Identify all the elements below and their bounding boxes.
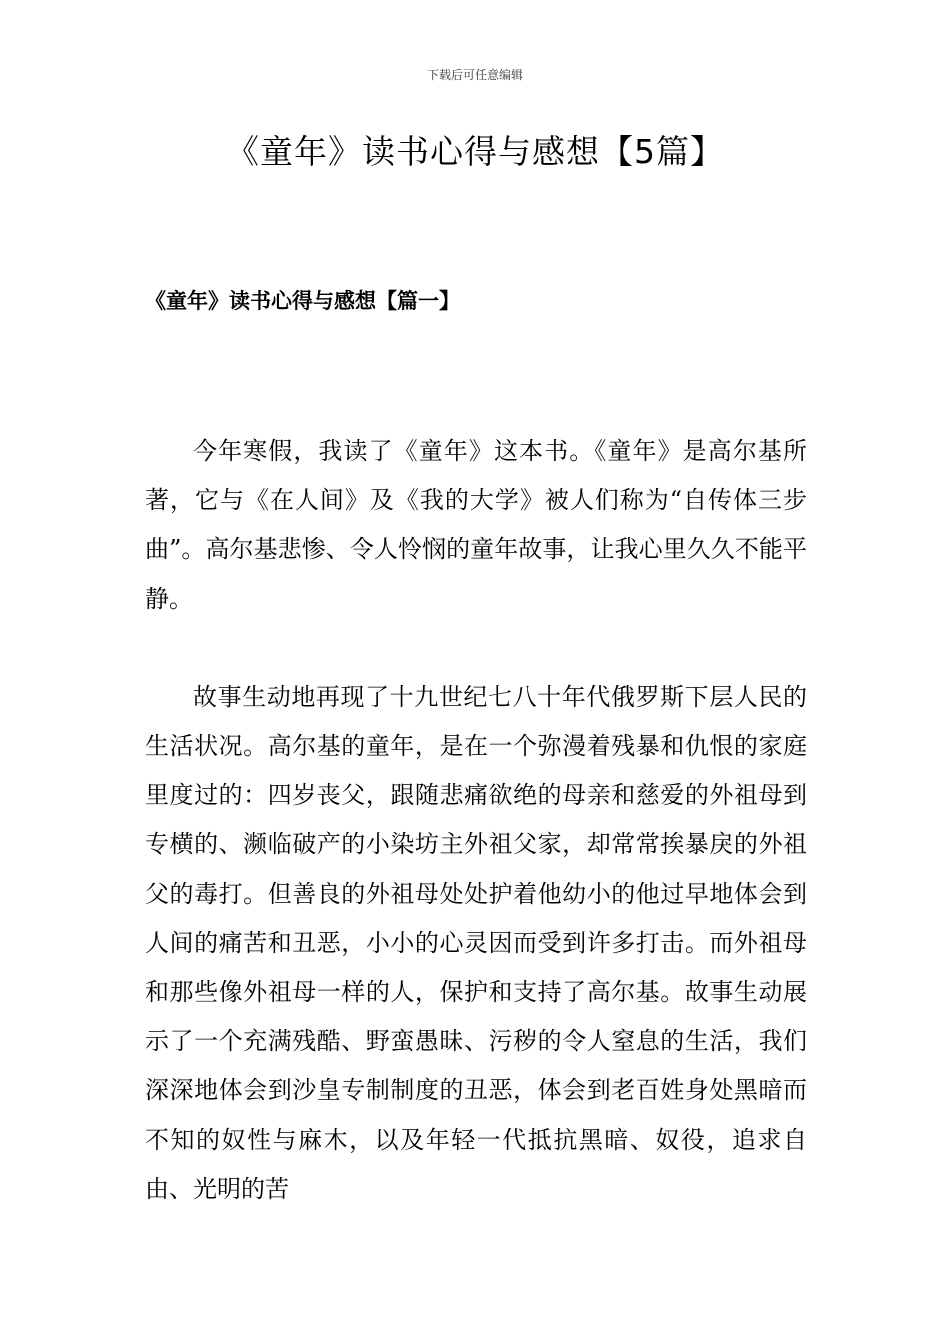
body-text [145, 427, 807, 1214]
paragraph-1: 今年寒假，我读了《童年》这本书。《童年》是高尔基所著，它与《在人间》及《我的大学》被人们称为“自传体三步曲”。高尔基悲惨、令人怜悯的童年故事，让我心里久久不能平静。 [145, 437, 807, 613]
section-title: 《童年》读书心得与感想【篇一】 [145, 288, 460, 313]
header-note: 下载后可任意编辑 [426, 68, 523, 82]
paragraph-2: 故事生动地再现了十九世纪七八十年代俄罗斯下层人民的生活状况。高尔基的童年，是在一个弥漫着残暴和仇恨的家庭里度过的：四岁丧父，跟随悲痛欲绝的母亲和慈爱的外祖母到专横的、濒临破产的小染坊主外祖父家，却常常挨暴戾的外祖父的毒打。但善良的外祖母处处护着他幼小的他过早地体会到人间的痛苦和丑恶，小小的心灵因而受到许多打击。而外祖母和那些像外祖母一样的人，保护和支持了高尔基。故事生动展示了一个充满残酷、野蛮愚昧、污秽的令人窒息的生活，我们深深地体会到沙皇专制制度的丑恶，体会到老百姓身处黑暗而不知的奴性与麻木，以及年轻一代抵抗黑暗、奴役，追求自由、光明的苦 [145, 682, 807, 1203]
document-title: 《童年》读书心得与感想【5篇】 [226, 132, 724, 171]
